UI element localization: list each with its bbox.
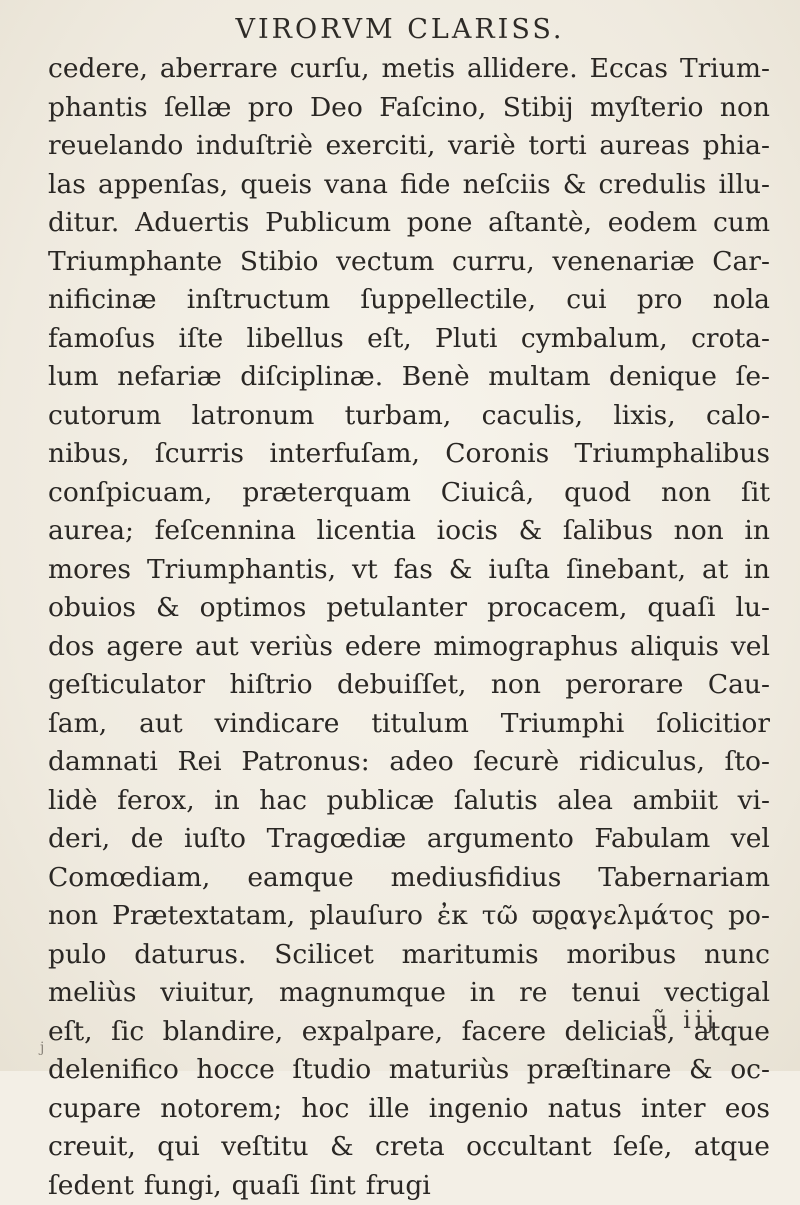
text-line: ditur. Aduertis Publicum pone aſtantè, eodem cum (48, 204, 770, 243)
text-line: lidè ferox, in hac publicæ ſalutis alea ambiit vi- (48, 782, 770, 821)
text-line: ſedent fungi, quaſi ſint frugi (48, 1167, 770, 1205)
text-line: mores Triumphantis, vt fas & iuſta ſinebant, at in (48, 551, 770, 590)
text-line: meliùs viuitur, magnumque in re tenui vectigal (48, 974, 770, 1013)
text-line: aurea; feſcennina licentia iocis & ſalibus non in (48, 512, 770, 551)
running-head: VIRORVM CLARISS. (0, 14, 800, 45)
text-line: Triumphante Stibio vectum curru, venenariæ Car- (48, 243, 770, 282)
text-line: phantis ſellæ pro Deo Faſcino, Stibij myſterio non (48, 89, 770, 128)
text-line: nificinæ inſtructum ſuppellectile, cui pro nola (48, 281, 770, 320)
text-line: famoſus iſte libellus eſt, Pluti cymbalum, crota- (48, 320, 770, 359)
text-line: delenifico hocce ſtudio maturiùs præſtinare & oc- (48, 1051, 770, 1090)
text-line: Comœdiam, eamque mediusfidius Tabernariam (48, 859, 770, 898)
text-line: reuelando induſtriè exerciti, variè torti aureas phia- (48, 127, 770, 166)
text-line: obuios & optimos petulanter procacem, quaſi lu- (48, 589, 770, 628)
text-line: cedere, aberrare curſu, metis allidere. Eccas Trium- (48, 50, 770, 89)
corner-mark: j (40, 1040, 44, 1056)
text-line: geſticulator hiſtrio debuiſſet, non perorare Cau- (48, 666, 770, 705)
signature-mark: ũ iij (652, 1006, 718, 1034)
text-line: damnati Rei Patronus: adeo ſecurè ridiculus, ſto- (48, 743, 770, 782)
text-line: dos agere aut veriùs edere mimographus aliquis vel (48, 628, 770, 667)
text-line: las appenſas, queis vana fide neſciis & credulis illu- (48, 166, 770, 205)
text-line: eſt, ſic blandire, expalpare, facere delicias, atque (48, 1013, 770, 1052)
text-line: lum nefariæ diſciplinæ. Benè multam denique ſe- (48, 358, 770, 397)
text-line: non Prætextatam, plauſuro ἐκ τῶ ϖϱαγελμάτος po- (48, 897, 770, 936)
text-line: deri, de iuſto Tragœdiæ argumento Fabulam vel (48, 820, 770, 859)
text-line: conſpicuam, præterquam Ciuicâ, quod non ſit (48, 474, 770, 513)
text-line: nibus, ſcurris interfuſam, Coronis Triumphalibus (48, 435, 770, 474)
text-line: ſam, aut vindicare titulum Triumphi ſolicitior (48, 705, 770, 744)
text-line: cupare notorem; hoc ille ingenio natus inter eos (48, 1090, 770, 1129)
text-line: creuit, qui veſtitu & creta occultant ſeſe, atque (48, 1128, 770, 1167)
text-line: pulo daturus. Scilicet maritumis moribus nunc (48, 936, 770, 975)
text-line: cutorum latronum turbam, caculis, lixis, calo- (48, 397, 770, 436)
